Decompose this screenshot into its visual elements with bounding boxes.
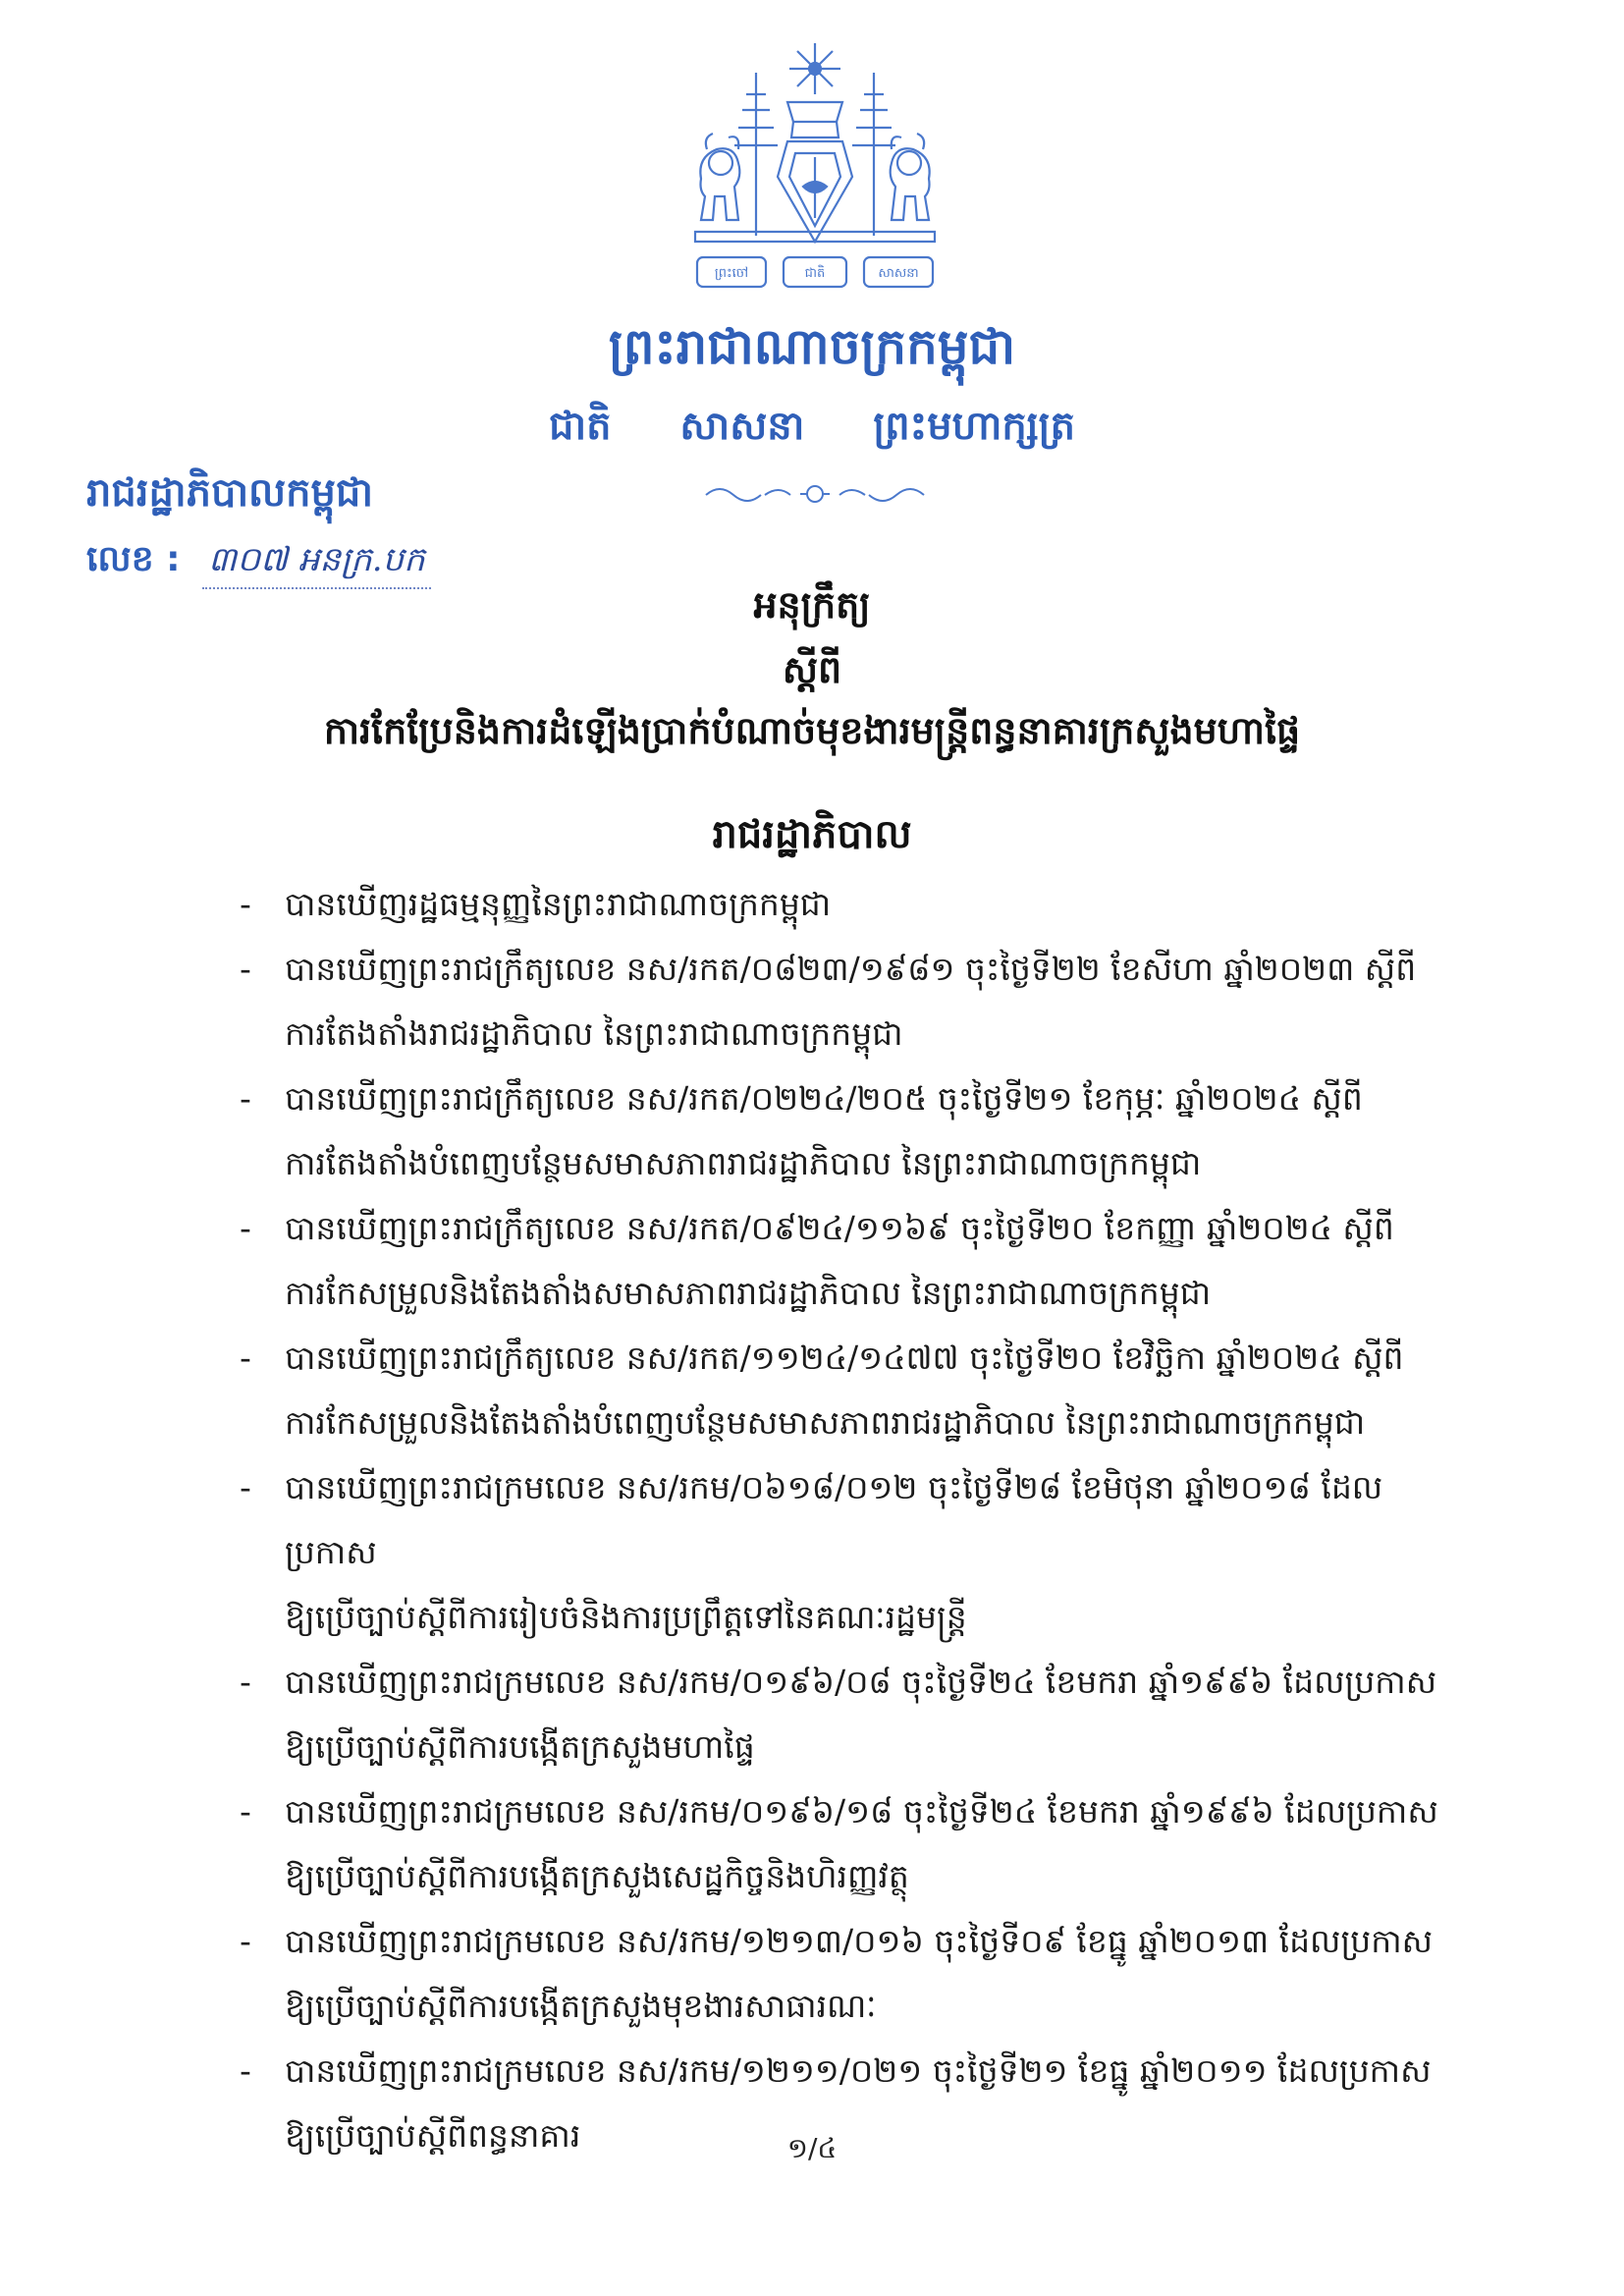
clause-text-cont: ឱ្យប្រើច្បាប់ស្ដីពីការបង្កើតក្រសួងមុខងារសាធារណៈ [285, 1987, 877, 2025]
clause-text-cont: ការកែសម្រួលនិងតែងតាំងសមាសភាពរាជរដ្ឋាភិបាល នៃព្រះរាជាណាចក្រកម្ពុជា [285, 1274, 1212, 1312]
section-heading: រាជរដ្ឋាភិបាល [712, 812, 912, 857]
legal-basis-item: - បានឃើញព្រះរាជក្រឹត្យលេខ នស/រកត/០២២៤/២០៥ ចុះថ្ងៃទី២១ ខែកុម្ភៈ ឆ្នាំ២០២៤ ស្ដីពី ការតែងតាំងបំពេញបន្ថែមសមាសភាពរាជរដ្ឋាភិបាល នៃព្រះរាជាណាចក្រកម្ពុជា [240, 1066, 1467, 1196]
clause-text-cont: ការតែងតាំងបំពេញបន្ថែមសមាសភាពរាជរដ្ឋាភិបាល នៃព្រះរាជាណាចក្រកម្ពុជា [285, 1144, 1202, 1182]
clause-text: បានឃើញព្រះរាជក្រឹត្យលេខ នស/រកត/១១២៤/១៤៧៧ ចុះថ្ងៃទី២០ ខែវិច្ឆិកា ឆ្នាំ២០២៤ ស្ដីពី [285, 1339, 1404, 1377]
svg-text:ជាតិ: ជាតិ [804, 266, 826, 281]
motto-religion: សាសនា [679, 404, 805, 449]
legal-basis-item: - បានឃើញព្រះរាជក្រឹត្យលេខ នស/រកត/០៩២៤/១១៦៩ ចុះថ្ងៃទី២០ ខែកញ្ញា ឆ្នាំ២០២៤ ស្ដីពី ការកែសម្រួលនិងតែងតាំងសមាសភាពរាជរដ្ឋាភិបាល នៃព្រះរាជាណាចក្រកម្ពុជា [240, 1196, 1467, 1326]
legal-basis-item: - បានឃើញព្រះរាជក្រមលេខ នស/រកម/១២១៣/០១៦ ចុះថ្ងៃទី០៩ ខែធ្នូ ឆ្នាំ២០១៣ ដែលប្រកាស ឱ្យប្រើច្បាប់ស្ដីពីការបង្កើតក្រសួងមុខងារសាធារណៈ [240, 1909, 1467, 2039]
motto-nation: ជាតិ [549, 404, 612, 449]
legal-basis-item: - បានឃើញរដ្ឋធម្មនុញ្ញនៃព្រះរាជាណាចក្រកម្ពុជា [240, 872, 1467, 937]
legal-basis-item: - បានឃើញព្រះរាជក្រឹត្យលេខ នស/រកត/០៨២៣/១៩៨១ ចុះថ្ងៃទី២២ ខែសីហា ឆ្នាំ២០២៣ ស្ដីពី ការតែងតាំងរាជរដ្ឋាភិបាល នៃព្រះរាជាណាចក្រកម្ពុជា [240, 937, 1467, 1066]
clause-text-cont: ការកែសម្រួលនិងតែងតាំងបំពេញបន្ថែមសមាសភាពរាជរដ្ឋាភិបាល នៃព្រះរាជាណាចក្រកម្ពុជា [285, 1403, 1366, 1442]
reference-number: ៣០៧ អនក្រ.បក [202, 538, 431, 589]
document-subject: ការកែប្រែនិងការដំឡើងប្រាក់បំណាច់មុខងារមន្ត្រីពន្ធនាគារក្រសួងមហាផ្ទៃ [323, 709, 1301, 752]
left-umbrella-icon [734, 73, 778, 236]
reference-label: លេខ : [86, 539, 181, 579]
svg-text:ព្រះចៅ: ព្រះចៅ [714, 266, 749, 281]
clause-text-cont: ការតែងតាំងរាជរដ្ឋាភិបាល នៃព្រះរាជាណាចក្រកម្ពុជា [285, 1014, 903, 1053]
legal-basis-item: - បានឃើញព្រះរាជក្រមលេខ នស/រកម/០១៩៦/១៨ ចុះថ្ងៃទី២៤ ខែមករា ឆ្នាំ១៩៩៦ ដែលប្រកាស ឱ្យប្រើច្បាប់ស្ដីពីការបង្កើតក្រសួងសេដ្ឋកិច្ចនិងហិរញ្ញវត្ថុ [240, 1779, 1467, 1909]
legal-basis-item: - បានឃើញព្រះរាជក្រឹត្យលេខ នស/រកត/១១២៤/១៤៧៧ ចុះថ្ងៃទី២០ ខែវិច្ឆិកា ឆ្នាំ២០២៤ ស្ដីពី ការកែសម្រួលនិងតែងតាំងបំពេញបន្ថែមសមាសភាពរាជរដ្ឋាភិបាល នៃព្រះរាជាណាចក្រកម្ពុជា [240, 1326, 1467, 1455]
royal-coat-of-arms-icon [677, 39, 952, 316]
clause-text: បានឃើញព្រះរាជក្រមលេខ នស/រកម/០១៩៦/១៨ ចុះថ្ងៃទី២៤ ខែមករា ឆ្នាំ១៩៩៦ ដែលប្រកាស [285, 1792, 1438, 1831]
clause-text: បានឃើញរដ្ឋធម្មនុញ្ញនៃព្រះរាជាណាចក្រកម្ពុជា [285, 885, 832, 923]
clause-text: បានឃើញព្រះរាជក្រមលេខ នស/រកម/១២១១/០២១ ចុះថ្ងៃទី២១ ខែធ្នូ ឆ្នាំ២០១១ ដែលប្រកាស [285, 2051, 1432, 2090]
issuer-name: រាជរដ្ឋាភិបាលកម្ពុជា [86, 470, 373, 516]
page-number: ១/៤ [786, 2132, 838, 2164]
legal-basis-item: - បានឃើញព្រះរាជក្រមលេខ នស/រកម/០៦១៨/០១២ ចុះថ្ងៃទី២៨ ខែមិថុនា ឆ្នាំ២០១៨ ដែលប្រកាស ឱ្យប្រើច្បាប់ស្ដីពីការរៀបចំនិងការប្រព្រឹត្តទៅនៃគណៈរដ្ឋមន្ត្រី [240, 1455, 1467, 1650]
clause-text: បានឃើញព្រះរាជក្រមលេខ នស/រកម/១២១៣/០១៦ ចុះថ្ងៃទី០៩ ខែធ្នូ ឆ្នាំ២០១៣ ដែលប្រកាស [285, 1922, 1434, 1960]
clause-text-cont: ឱ្យប្រើច្បាប់ស្ដីពីការបង្កើតក្រសួងមហាផ្ទៃ [285, 1727, 755, 1766]
svg-text:សាសនា: សាសនា [878, 266, 919, 281]
clause-text-cont: ឱ្យប្រើច្បាប់ស្ដីពីការបង្កើតក្រសួងសេដ្ឋកិច្ចនិងហិរញ្ញវត្ថុ [285, 1857, 909, 1895]
document-type: អនុក្រឹត្យ [753, 583, 871, 627]
right-lion-icon [891, 134, 930, 220]
clause-text: បានឃើញព្រះរាជក្រឹត្យលេខ នស/រកត/០៨២៣/១៩៨១ ចុះថ្ងៃទី២២ ខែសីហា ឆ្នាំ២០២៣ ស្ដីពី [285, 950, 1417, 988]
clause-text-cont: ឱ្យប្រើច្បាប់ស្ដីពីការរៀបចំនិងការប្រព្រឹត្តទៅនៃគណៈរដ្ឋមន្ត្រី [285, 1598, 967, 1636]
legal-basis-item: - បានឃើញព្រះរាជក្រមលេខ នស/រកម/០១៩៦/០៨ ចុះថ្ងៃទី២៤ ខែមករា ឆ្នាំ១៩៩៦ ដែលប្រកាស ឱ្យប្រើច្បាប់ស្ដីពីការបង្កើតក្រសួងមហាផ្ទៃ [240, 1650, 1467, 1779]
clause-text: បានឃើញព្រះរាជក្រមលេខ នស/រកម/០៦១៨/០១២ ចុះថ្ងៃទី២៨ ខែមិថុនា ឆ្នាំ២០១៨ ដែលប្រកាស [285, 1468, 1383, 1571]
motto-king: ព្រះមហាក្សត្រ [873, 404, 1075, 449]
legal-basis-item: - បានឃើញព្រះរាជក្រមលេខ នស/រកម/១២១១/០២១ ចុះថ្ងៃទី២១ ខែធ្នូ ឆ្នាំ២០១១ ដែលប្រកាស ឱ្យប្រើច្បាប់ស្ដីពីពន្ធនាគារ [240, 2039, 1467, 2168]
clause-text: បានឃើញព្រះរាជក្រមលេខ នស/រកម/០១៩៦/០៨ ចុះថ្ងៃទី២៤ ខែមករា ឆ្នាំ១៩៩៦ ដែលប្រកាស [285, 1663, 1437, 1701]
document-subject-prefix: ស្ដីពី [782, 648, 842, 691]
kingdom-title: ព្រះរាជាណាចក្រកម្ពុជា [608, 318, 1016, 375]
national-motto [0, 401, 1624, 459]
right-umbrella-icon [852, 73, 895, 236]
clause-text: បានឃើញព្រះរាជក្រឹត្យលេខ នស/រកត/០២២៤/២០៥ ចុះថ្ងៃទី២១ ខែកុម្ភៈ ឆ្នាំ២០២៤ ស្ដីពី [285, 1079, 1363, 1118]
clause-text: បានឃើញព្រះរាជក្រឹត្យលេខ នស/រកត/០៩២៤/១១៦៩ ចុះថ្ងៃទី២០ ខែកញ្ញា ឆ្នាំ២០២៤ ស្ដីពី [285, 1209, 1394, 1247]
clause-text-cont: ឱ្យប្រើច្បាប់ស្ដីពីពន្ធនាគារ [285, 2116, 581, 2155]
radiant-star-icon [789, 43, 840, 94]
decorative-divider-icon [702, 477, 928, 511]
left-lion-icon [700, 134, 739, 220]
legal-basis-list [240, 872, 1467, 2168]
